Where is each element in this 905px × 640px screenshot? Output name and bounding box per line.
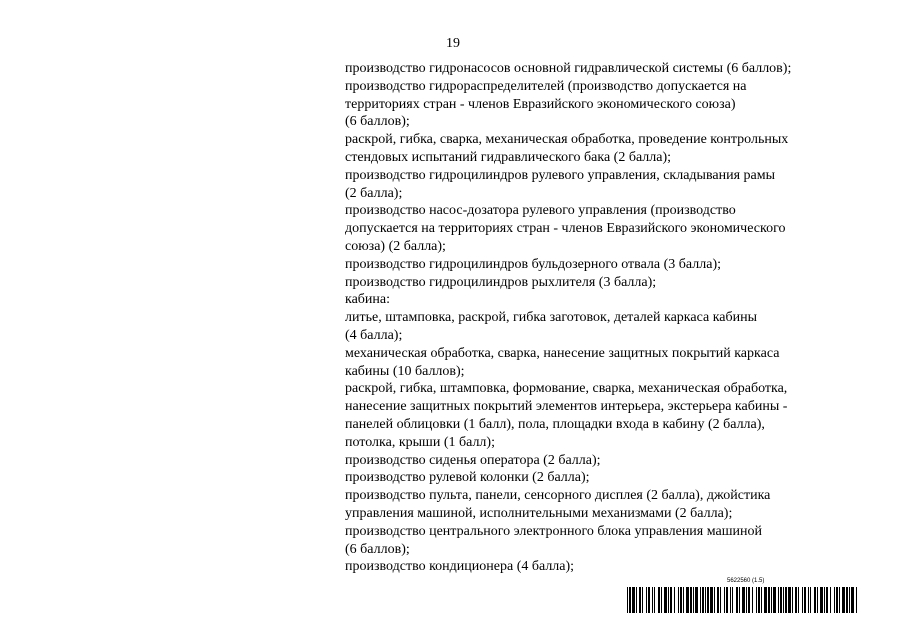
barcode-icon xyxy=(627,587,857,613)
text-line: управления машиной, исполнительными механизмами (2 балла); xyxy=(345,505,733,521)
text-line: потолка, крыши (1 балл); xyxy=(345,434,495,450)
text-line: производство пульта, панели, сенсорного дисплея (2 балла), джойстика xyxy=(345,488,771,504)
text-line: союза) (2 балла); xyxy=(345,238,446,254)
text-line: производство насос-дозатора рулевого управления (производство xyxy=(345,203,736,219)
text-line: производство гидроцилиндров бульдозерного отвала (3 балла); xyxy=(345,256,721,272)
text-line: раскрой, гибка, штамповка, формование, сварка, механическая обработка, xyxy=(345,381,788,397)
text-line: (4 балла); xyxy=(345,327,403,343)
text-line: кабина: xyxy=(345,292,391,308)
text-line: (6 баллов); xyxy=(345,114,410,130)
text-line: производство гидрораспределителей (производство допускается на xyxy=(345,78,747,94)
text-line: панелей облицовки (1 балл), пола, площадки входа в кабину (2 балла), xyxy=(345,416,765,432)
text-line: производство гидронасосов основной гидравлической системы (6 баллов); xyxy=(345,61,792,76)
document-code: 5622560 (1.5) xyxy=(727,578,765,584)
text-line: производство кондиционера (4 балла); xyxy=(345,559,575,575)
text-line: производство центрального электронного блока управления машиной xyxy=(345,523,762,539)
text-line: допускается на территориях стран - членов Евразийского экономического xyxy=(345,221,786,237)
text-line: производство гидроцилиндров рыхлителя (3 балла); xyxy=(345,274,657,290)
text-line: (2 балла); xyxy=(345,185,403,201)
text-line: производство гидроцилиндров рулевого управления, складывания рамы xyxy=(345,167,775,183)
text-line: (6 баллов); xyxy=(345,541,410,557)
text-line: производство рулевой колонки (2 балла); xyxy=(345,470,590,486)
text-line: раскрой, гибка, сварка, механическая обработка, проведение контрольных xyxy=(345,132,789,148)
text-line: кабины (10 баллов); xyxy=(345,363,465,379)
text-line: литье, штамповка, раскрой, гибка заготовок, деталей каркаса кабины xyxy=(345,310,758,326)
text-line: нанесение защитных покрытий элементов интерьера, экстерьера кабины - xyxy=(345,399,788,415)
text-line: механическая обработка, сварка, нанесение защитных покрытий каркаса xyxy=(345,345,780,361)
page-number: 19 xyxy=(446,36,460,51)
text-line: производство сиденья оператора (2 балла); xyxy=(345,452,601,468)
text-line: стендовых испытаний гидравлического бака (2 балла); xyxy=(345,149,672,165)
text-line: территориях стран - членов Евразийского экономического союза) xyxy=(345,96,736,112)
document-body xyxy=(345,60,845,576)
